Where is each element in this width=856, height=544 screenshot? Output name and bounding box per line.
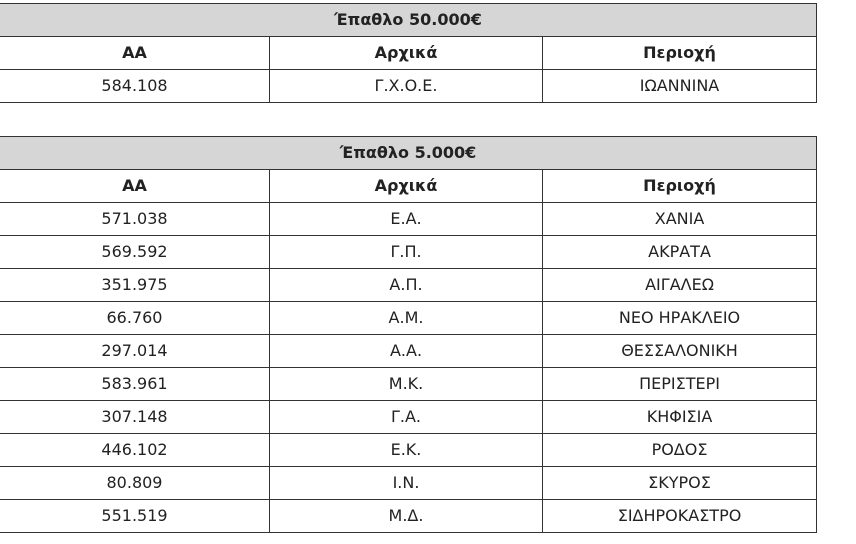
column-header-initials: Αρχικά — [270, 170, 543, 203]
cell-aa: 584.108 — [0, 70, 270, 103]
cell-initials: Γ.Χ.Ο.Ε. — [270, 70, 543, 103]
cell-initials: Ε.Α. — [270, 203, 543, 236]
cell-aa: 80.809 — [0, 467, 270, 500]
cell-region: ΑΚΡΑΤΑ — [543, 236, 817, 269]
cell-aa: 351.975 — [0, 269, 270, 302]
table-row — [0, 70, 817, 103]
table-row — [0, 269, 817, 302]
table-header-row — [0, 170, 817, 203]
column-header-initials: Αρχικά — [270, 37, 543, 70]
table-title-row — [0, 137, 817, 170]
cell-initials: Μ.Κ. — [270, 368, 543, 401]
cell-region: ΘΕΣΣΑΛΟΝΙΚΗ — [543, 335, 817, 368]
cell-region: ΑΙΓΑΛΕΩ — [543, 269, 817, 302]
cell-region: ΠΕΡΙΣΤΕΡΙ — [543, 368, 817, 401]
cell-initials: Γ.Π. — [270, 236, 543, 269]
cell-initials: Α.Α. — [270, 335, 543, 368]
table-row — [0, 401, 817, 434]
cell-initials: Ι.Ν. — [270, 467, 543, 500]
table-row — [0, 335, 817, 368]
cell-region: ΝΕΟ ΗΡΑΚΛΕΙΟ — [543, 302, 817, 335]
cell-region: ΣΙΔΗΡΟΚΑΣΤΡΟ — [543, 500, 817, 533]
cell-aa: 583.961 — [0, 368, 270, 401]
column-header-region: Περιοχή — [543, 37, 817, 70]
prize-table-5000 — [0, 136, 817, 533]
cell-region: ΙΩΑΝΝΙΝΑ — [543, 70, 817, 103]
cell-initials: Γ.Α. — [270, 401, 543, 434]
table-title: Έπαθλο 5.000€ — [0, 137, 817, 170]
cell-aa: 307.148 — [0, 401, 270, 434]
table-row — [0, 236, 817, 269]
column-header-aa: ΑΑ — [0, 37, 270, 70]
table-row — [0, 434, 817, 467]
column-header-region: Περιοχή — [543, 170, 817, 203]
table-row — [0, 203, 817, 236]
cell-aa: 551.519 — [0, 500, 270, 533]
table-row — [0, 467, 817, 500]
prize-table-50000 — [0, 3, 817, 103]
table-title-row — [0, 4, 817, 37]
table-row — [0, 500, 817, 533]
table-row — [0, 302, 817, 335]
table-title: Έπαθλο 50.000€ — [0, 4, 817, 37]
cell-aa: 66.760 — [0, 302, 270, 335]
cell-region: ΚΗΦΙΣΙΑ — [543, 401, 817, 434]
table-row — [0, 368, 817, 401]
cell-region: ΡΟΔΟΣ — [543, 434, 817, 467]
cell-region: ΣΚΥΡΟΣ — [543, 467, 817, 500]
cell-initials: Ε.Κ. — [270, 434, 543, 467]
cell-aa: 571.038 — [0, 203, 270, 236]
column-header-aa: ΑΑ — [0, 170, 270, 203]
cell-region: ΧΑΝΙΑ — [543, 203, 817, 236]
cell-aa: 297.014 — [0, 335, 270, 368]
cell-initials: Α.Μ. — [270, 302, 543, 335]
cell-aa: 446.102 — [0, 434, 270, 467]
cell-aa: 569.592 — [0, 236, 270, 269]
cell-initials: Α.Π. — [270, 269, 543, 302]
cell-initials: Μ.Δ. — [270, 500, 543, 533]
table-header-row — [0, 37, 817, 70]
